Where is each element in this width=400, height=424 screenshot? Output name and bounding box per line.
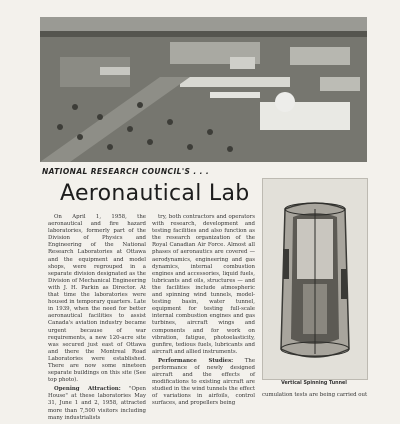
paragraph-text: "Open House" at these laboratories May 31, June 1 and 2, 1958, attracted more than 7,500 visitors including many industrialists [48,386,147,421]
tunnel-figure [262,178,368,380]
paragraph: try, both contractors and operators with research, development and testing facilities and also function as the research organization of the Royal Canadian Air Force. Almost all phases of aeronautics are covered — aerodynamics, engineering and gas dynamics, internal combustion engines and accessories, liquid fuels, lubricants and oils, structures — and the facilities include atmospheric and spinning wind tunnels, model-testing basin, water tunnel, equipment for testing full-scale internal combustion engines and gas turbines, aircraft wings and components and for work on vibration, fatigue, photoelasticity, gunfire, tedious fuels, lubricants and aircraft and allied instruments. [152,214,255,355]
aerial-photo [40,17,367,162]
paragraph-text: The performance of newly designed aircraft and the effects of modifications to existing aircraft are studied in the wind tunnels the effect of variations in airfoils, control surfaces, and propellers being [152,357,256,407]
column-3-text: cumulation tests are being carried out [262,392,368,398]
paragraph [152,358,255,408]
spinning-tunnel-photo-icon [263,179,367,379]
paragraph: On April 1, 1958, the aeronautical and fire hazard laboratories, formerly part of the Division of Physics and Engineering of the National Research Laboratories at Ottawa and the equipment and model shops, were regrouped in a separate division designated as the Division of Mechanical Engineering with J. H. Parkin as Director. At that time the laboratories were housed in temporary quarters. Late in 1939, when the need for better aeronautical facilities to assist Canada's aviation industry became urgent because of war requirements, a new 120-acre site was secured just east of Ottawa and there the Montreal Road Laboratories were established. There are now some nineteen separate buildings on this site (See top photo). [48,214,146,384]
aerial-photo-icon [40,17,367,162]
subheading: Opening Attraction: [54,386,121,393]
section-kicker: NATIONAL RESEARCH COUNCIL'S . . . [42,167,210,176]
subheading: Performance Studies: [158,357,234,364]
paragraph [48,386,146,421]
article-column-2 [152,214,255,410]
page-title: Aeronautical Lab [60,181,250,206]
figure-caption: Vertical Spinning Tunnel [281,381,347,386]
article-column-1 [48,214,146,424]
